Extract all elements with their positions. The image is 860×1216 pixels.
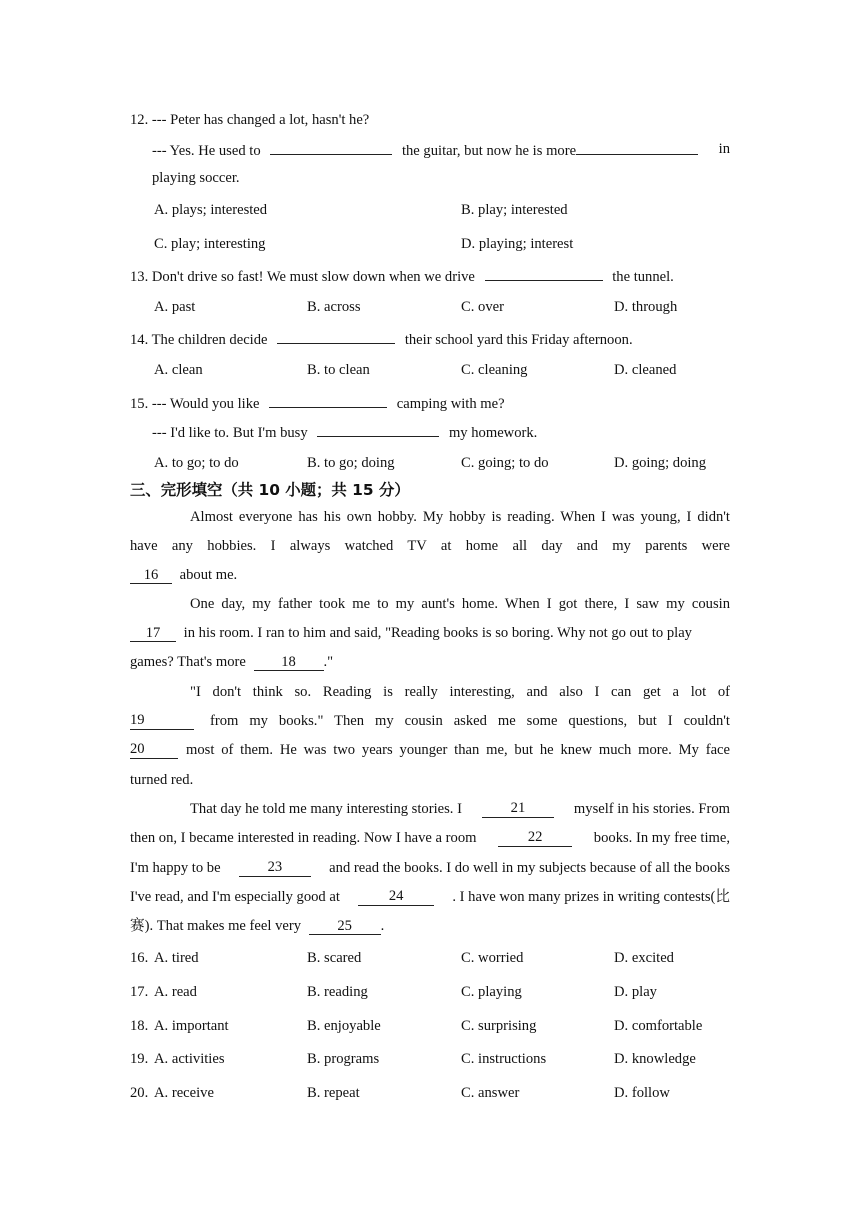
passage-line: have any hobbies. I always watched TV at home all day and my parents were — [130, 538, 730, 554]
cloze-blank-23: 23 — [239, 859, 311, 877]
option[interactable]: B. repeat — [307, 1085, 360, 1101]
question-number: 17. — [130, 984, 149, 1000]
option[interactable]: C. playing — [461, 984, 522, 1000]
cloze-blank-24: 24 — [358, 888, 434, 906]
option[interactable]: B. play; interested — [461, 202, 568, 218]
answer-blank — [270, 140, 392, 155]
passage-text: books. In my free time, — [593, 830, 730, 846]
q13-stem — [130, 266, 730, 286]
question-number: 16. — [130, 950, 149, 966]
cloze-options-18 — [0, 1017, 860, 1035]
cloze-options-17 — [0, 983, 860, 1001]
passage-line — [130, 917, 730, 935]
q14-stem-a: 14. The children decide — [130, 332, 268, 348]
passage-text: . — [380, 918, 385, 934]
option[interactable]: C. answer — [461, 1085, 520, 1101]
q15-line2 — [152, 422, 730, 442]
passage-line — [130, 653, 730, 671]
passage-line — [130, 829, 730, 847]
option[interactable]: C. worried — [461, 950, 524, 966]
cloze-blank-18: 18 — [254, 654, 324, 671]
option[interactable]: D. going; doing — [614, 455, 707, 471]
q14-options — [0, 361, 860, 379]
question-number: 20. — [130, 1085, 149, 1101]
passage-text: . I have won many prizes in writing contests(比 — [452, 889, 730, 905]
q13-stem-a: 13. Don't drive so fast! We must slow down when we drive — [130, 269, 475, 285]
q15-line2-a: --- I'd like to. But I'm busy — [152, 425, 308, 441]
passage-text: I've read, and I'm especially good at — [130, 889, 340, 905]
answer-blank — [485, 266, 603, 281]
passage-line — [130, 712, 730, 730]
option[interactable]: B. enjoyable — [307, 1018, 381, 1034]
q15-line2-b: my homework. — [448, 425, 538, 441]
q12-line2 — [152, 140, 730, 160]
passage-line — [130, 741, 730, 759]
option[interactable]: D. knowledge — [614, 1051, 696, 1067]
option[interactable]: C. surprising — [461, 1018, 537, 1034]
passage-text: myself in his stories. From — [573, 801, 730, 817]
option[interactable]: A. read — [154, 984, 197, 1000]
question-number: 18. — [130, 1018, 149, 1034]
passage-text: games? That's more — [130, 654, 246, 670]
option[interactable]: B. across — [307, 299, 361, 315]
answer-blank — [317, 422, 439, 437]
q13-stem-b: the tunnel. — [612, 269, 674, 285]
answer-blank — [277, 329, 395, 344]
option[interactable]: D. excited — [614, 950, 674, 966]
option[interactable]: C. play; interesting — [154, 236, 266, 252]
passage-text: then on, I became interested in reading. Now I have a room — [130, 830, 477, 846]
option[interactable]: D. through — [614, 299, 678, 315]
option[interactable]: B. scared — [307, 950, 362, 966]
passage-line — [130, 888, 730, 906]
q12-options-row2 — [0, 235, 860, 253]
option[interactable]: B. reading — [307, 984, 368, 1000]
q15-stem-a: 15. --- Would you like — [130, 396, 260, 412]
cloze-options-16 — [0, 949, 860, 967]
option[interactable]: D. playing; interest — [461, 236, 574, 252]
option[interactable]: A. past — [154, 299, 196, 315]
option[interactable]: A. important — [154, 1018, 229, 1034]
q12-line3: playing soccer. — [152, 170, 240, 186]
option[interactable]: A. tired — [154, 950, 199, 966]
cloze-blank-16: 16 — [130, 567, 172, 584]
q15-stem-b: camping with me? — [396, 396, 505, 412]
option[interactable]: D. comfortable — [614, 1018, 703, 1034]
passage-text: I'm happy to be — [130, 860, 221, 876]
q15-options — [0, 454, 860, 472]
cloze-blank-21: 21 — [482, 800, 554, 818]
passage-text: and read the books. I do well in my subjects because of all the books — [329, 860, 730, 876]
option[interactable]: B. programs — [307, 1051, 380, 1067]
option[interactable]: B. to clean — [307, 362, 370, 378]
q14-stem-b: their school yard this Friday afternoon. — [404, 332, 633, 348]
option[interactable]: D. cleaned — [614, 362, 677, 378]
option[interactable]: D. play — [614, 984, 657, 1000]
option[interactable]: A. plays; interested — [154, 202, 268, 218]
option[interactable]: D. follow — [614, 1085, 670, 1101]
cloze-options-20 — [0, 1084, 860, 1102]
q13-options — [0, 298, 860, 316]
passage-text: 赛). That makes me feel very — [130, 918, 301, 934]
passage-line: Almost everyone has his own hobby. My hobby is reading. When I was young, I didn't — [190, 509, 730, 525]
passage-line: turned red. — [130, 772, 194, 788]
option[interactable]: A. receive — [154, 1085, 214, 1101]
cloze-blank-20: 20 — [130, 741, 178, 759]
q12-line2-a: --- Yes. He used to — [152, 143, 261, 159]
answer-blank — [269, 393, 387, 408]
option[interactable]: C. cleaning — [461, 362, 528, 378]
section-heading: 三、完形填空（共 10 小题；共 15 分） — [130, 481, 410, 499]
option[interactable]: C. over — [461, 299, 504, 315]
q12-line2-b: the guitar, but now he is more — [401, 143, 577, 159]
question-number: 19. — [130, 1051, 149, 1067]
option[interactable]: A. activities — [154, 1051, 225, 1067]
passage-text: in his room. I ran to him and said, "Reading books is so boring. Why not go out to play — [183, 625, 692, 641]
cloze-blank-19: 19 — [130, 712, 194, 730]
passage-line — [130, 800, 730, 818]
q12-options-row1 — [0, 201, 860, 219]
option[interactable]: C. going; to do — [461, 455, 549, 471]
passage-text: about me. — [179, 567, 238, 583]
passage-text: from my books." Then my cousin asked me some questions, but I couldn't — [210, 713, 730, 729]
cloze-blank-17: 17 — [130, 625, 176, 642]
q12-line2-c: in — [718, 141, 730, 157]
option[interactable]: B. to go; doing — [307, 455, 395, 471]
passage-line — [130, 859, 730, 877]
cloze-blank-25: 25 — [309, 918, 381, 935]
passage-line — [130, 566, 730, 584]
cloze-options-19 — [0, 1050, 860, 1068]
answer-blank — [576, 140, 698, 155]
passage-line: One day, my father took me to my aunt's home. When I got there, I saw my cousin — [190, 596, 730, 612]
passage-text: That day he told me many interesting stories. I — [190, 801, 462, 817]
option[interactable]: A. to go; to do — [154, 455, 239, 471]
cloze-blank-22: 22 — [498, 829, 572, 847]
passage-text: most of them. He was two years younger than me, but he knew much more. My face — [186, 742, 730, 758]
passage-text: ." — [323, 654, 334, 670]
q15-stem — [130, 393, 730, 413]
passage-line: "I don't think so. Reading is really interesting, and also I can get a lot of — [190, 684, 730, 700]
option[interactable]: A. clean — [154, 362, 203, 378]
passage-line — [130, 624, 730, 642]
option[interactable]: C. instructions — [461, 1051, 547, 1067]
q12-stem: 12. --- Peter has changed a lot, hasn't he? — [130, 112, 370, 128]
q14-stem — [130, 329, 730, 349]
